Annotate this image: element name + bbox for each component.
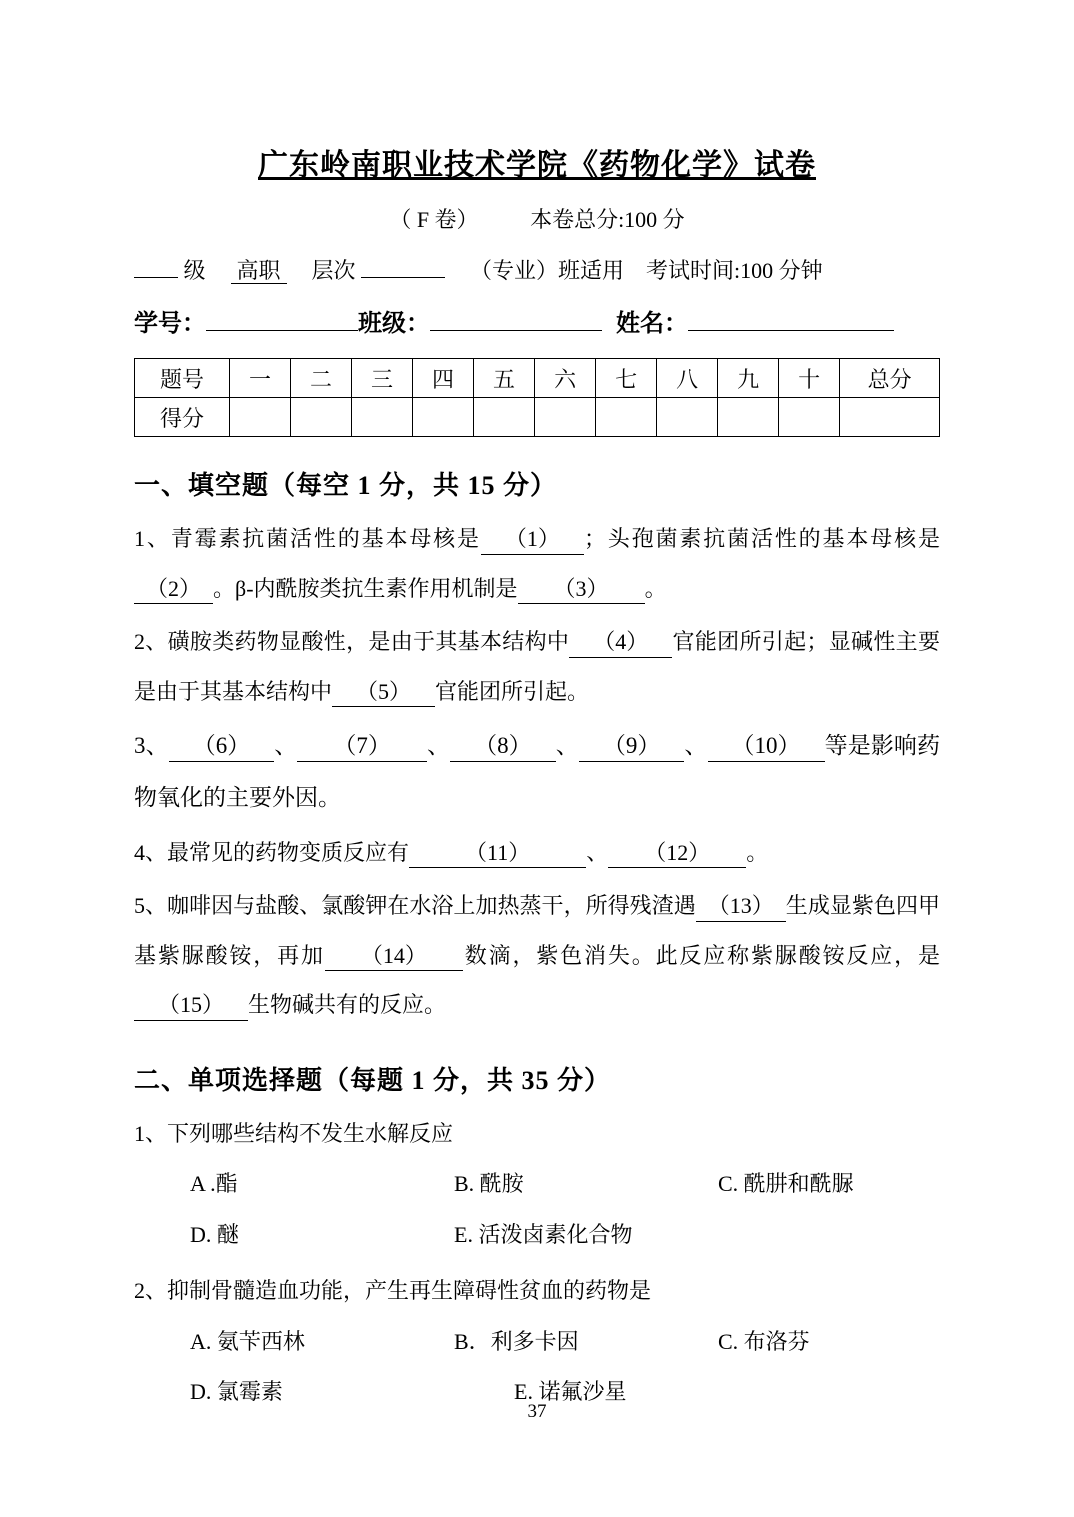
question-text: 。 bbox=[644, 575, 667, 601]
score-cell bbox=[229, 398, 290, 437]
total-score-label: 本卷总分:100 分 bbox=[530, 207, 685, 232]
score-cell bbox=[718, 398, 779, 437]
score-table-score-row bbox=[135, 398, 940, 437]
option-c: C. 酰肼和酰脲 bbox=[718, 1171, 854, 1197]
student-id-label: 学号： bbox=[134, 311, 206, 337]
score-header-col: 一 bbox=[229, 359, 290, 398]
question-text: 生成显紫色四甲基紫脲酸铵，再加 bbox=[134, 893, 940, 968]
option-e: E. 活泼卤素化合物 bbox=[454, 1221, 633, 1247]
score-cell bbox=[352, 398, 413, 437]
fill-blank-2: （2） bbox=[134, 575, 213, 605]
option-b: B. 酰胺 bbox=[454, 1171, 524, 1197]
score-cell bbox=[779, 398, 840, 437]
choice-question-1-options-row-1 bbox=[134, 1159, 940, 1210]
question-text: 5、咖啡因与盐酸、氯酸钾在水浴上加热蒸干，所得残渣遇 bbox=[134, 893, 696, 918]
fill-question-3 bbox=[134, 720, 940, 824]
score-header-total: 总分 bbox=[840, 359, 940, 398]
fill-question-4 bbox=[134, 828, 940, 878]
question-text: 2、磺胺类药物显酸性，是由于其基本结构中 bbox=[134, 629, 570, 654]
score-cell bbox=[291, 398, 352, 437]
score-header-col: 九 bbox=[718, 359, 779, 398]
grade-label: 级 bbox=[183, 258, 206, 283]
question-text: 生物碱共有的反应。 bbox=[248, 992, 447, 1017]
choice-question-1-stem: 1、下列哪些结构不发生水解反应 bbox=[134, 1120, 454, 1146]
score-header-col: 七 bbox=[596, 359, 657, 398]
level-label: 层次 bbox=[311, 258, 356, 283]
fill-blank-4: （4） bbox=[569, 628, 672, 658]
question-text: 、 bbox=[586, 839, 609, 865]
score-cell bbox=[413, 398, 474, 437]
fill-blank-15: （15） bbox=[134, 991, 248, 1021]
choice-question-1-options-row-2 bbox=[134, 1210, 940, 1261]
score-cell bbox=[840, 398, 940, 437]
score-header-col: 五 bbox=[474, 359, 535, 398]
choice-question-2-options-row-1 bbox=[134, 1317, 940, 1368]
question-text: 。β-内酰胺类抗生素作用机制是 bbox=[213, 575, 518, 601]
fill-blank-13: （13） bbox=[696, 892, 786, 922]
fill-blank-1: （1） bbox=[481, 525, 584, 555]
question-text: 。 bbox=[746, 839, 769, 865]
student-id-blank bbox=[206, 306, 358, 331]
fill-blank-5: （5） bbox=[332, 678, 435, 708]
score-header-col: 十 bbox=[779, 359, 840, 398]
fill-question-5 bbox=[134, 881, 940, 1030]
question-text: ；头孢菌素抗菌活性的基本母核是 bbox=[583, 526, 940, 551]
option-e: E. 诺氟沙星 bbox=[514, 1379, 627, 1405]
question-text: 官能团所引起；显碱性主要是由于其基本结构中 bbox=[134, 629, 940, 704]
question-text: 、 bbox=[274, 733, 298, 758]
fill-blank-7: （7） bbox=[297, 731, 427, 762]
score-row-label: 得分 bbox=[135, 398, 230, 437]
student-info-line bbox=[134, 303, 940, 338]
question-text: 3、 bbox=[134, 733, 169, 758]
score-table-header-row bbox=[135, 359, 940, 398]
name-blank bbox=[688, 306, 894, 331]
page-number: 37 bbox=[527, 1401, 547, 1422]
score-table bbox=[134, 358, 940, 437]
question-text: 等是影响药物氧化的主要外因。 bbox=[134, 733, 941, 810]
score-header-col: 八 bbox=[657, 359, 718, 398]
question-text: 官能团所引起。 bbox=[435, 678, 590, 704]
option-d: D. 醚 bbox=[190, 1221, 239, 1247]
name-label: 姓名： bbox=[616, 311, 688, 337]
fill-blank-11: （11） bbox=[409, 839, 586, 869]
fill-blank-12: （12） bbox=[608, 839, 746, 869]
score-cell bbox=[657, 398, 718, 437]
track-label: 高职 bbox=[231, 258, 287, 284]
fill-blank-14: （14） bbox=[325, 942, 463, 972]
section-1-heading: 一、填空题（每空 1 分，共 15 分） bbox=[134, 471, 558, 500]
score-header-col: 四 bbox=[413, 359, 474, 398]
class-label: 班级： bbox=[358, 311, 430, 337]
subtitle-line bbox=[134, 203, 940, 234]
fill-blank-6: （6） bbox=[169, 731, 275, 762]
fill-question-2 bbox=[134, 617, 940, 716]
applicability-text: （专业）班适用 考试时间:100 分钟 bbox=[470, 258, 823, 283]
page-title: 广东岭南职业技术学院《药物化学》试卷 bbox=[258, 149, 816, 182]
fill-blank-8: （8） bbox=[450, 731, 556, 762]
level-blank-line bbox=[361, 255, 445, 278]
fill-blank-10: （10） bbox=[708, 731, 825, 762]
score-cell bbox=[474, 398, 535, 437]
score-header-col: 三 bbox=[352, 359, 413, 398]
grade-blank-line bbox=[134, 255, 178, 278]
option-c: C. 布洛芬 bbox=[718, 1328, 810, 1354]
fill-question-1 bbox=[134, 514, 940, 613]
option-b: B．利多卡因 bbox=[454, 1328, 579, 1354]
option-a: A .酯 bbox=[190, 1171, 238, 1197]
question-text: 、 bbox=[684, 733, 708, 758]
option-d: D. 氯霉素 bbox=[190, 1379, 283, 1405]
score-header-col: 六 bbox=[535, 359, 596, 398]
score-cell bbox=[596, 398, 657, 437]
paper-version-label: （ F 卷） bbox=[389, 207, 479, 232]
class-blank bbox=[430, 306, 602, 331]
applicability-line bbox=[134, 254, 940, 285]
score-header-question: 题号 bbox=[135, 359, 230, 398]
question-text: 、 bbox=[426, 733, 451, 758]
question-text: 数滴，紫色消失。此反应称紫脲酸铵反应，是 bbox=[462, 942, 940, 968]
choice-question-2-stem: 2、抑制骨髓造血功能，产生再生障碍性贫血的药物是 bbox=[134, 1278, 652, 1304]
score-header-col: 二 bbox=[291, 359, 352, 398]
score-cell bbox=[535, 398, 596, 437]
question-text: 1、青霉素抗菌活性的基本母核是 bbox=[134, 526, 481, 551]
question-text: 、 bbox=[555, 733, 579, 758]
section-2-heading: 二、单项选择题（每题 1 分，共 35 分） bbox=[134, 1065, 612, 1095]
fill-blank-3: （3） bbox=[518, 575, 645, 605]
question-text: 4、最常见的药物变质反应有 bbox=[134, 839, 410, 865]
option-a: A. 氨苄西林 bbox=[190, 1328, 305, 1354]
fill-blank-9: （9） bbox=[579, 731, 685, 762]
